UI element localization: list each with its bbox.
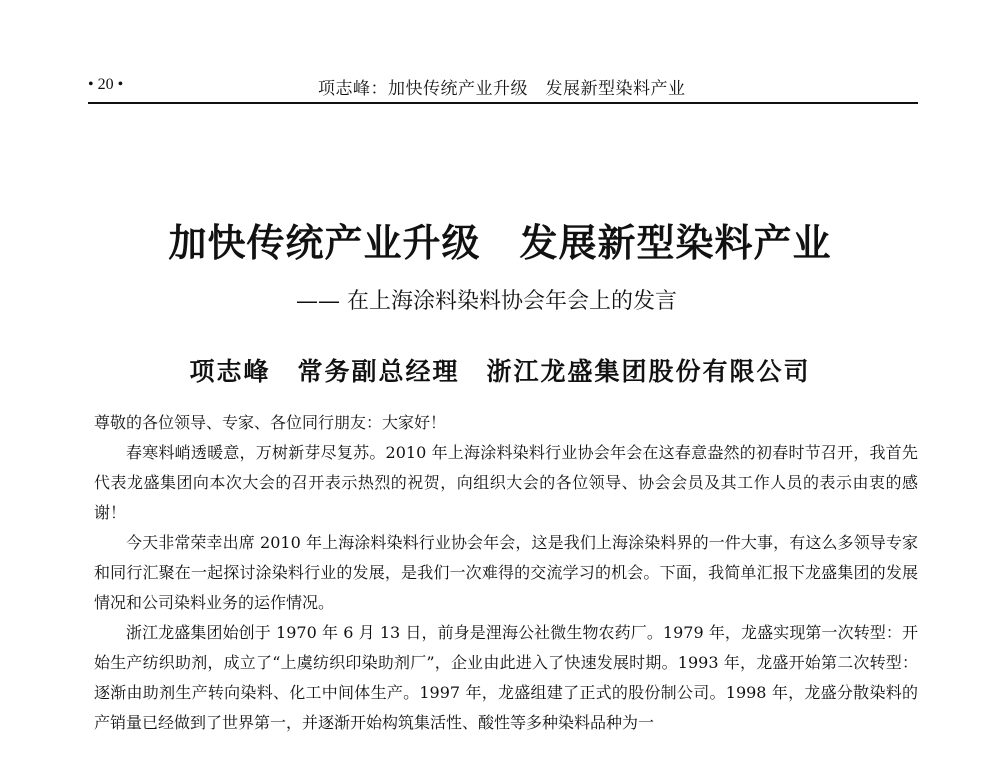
paragraph: 浙江龙盛集团始创于 1970 年 6 月 13 日，前身是浬海公社微生物农药厂。1979 年，龙盛实现第一次转型：开始生产纺织助剂，成立了“上虞纺织印染助剂厂”，企业由此进入了快速发展时期。1993 年，龙盛开始第二次转型：逐渐由助剂生产转向染料、化工中间体生产。1997 年，龙盛组建了正式的股份制公司。1998 年，龙盛分散染料的产销量已经做到了世界第一，并逐渐开始构筑集活性、酸性等多种染料品种为一 [94, 623, 918, 732]
paragraph: 今天非常荣幸出席 2010 年上海涂料染料行业协会年会，这是我们上海涂染料界的一件大事，有这么多领导专家和同行汇聚在一起探讨涂染料行业的发展，是我们一次难得的交流学习的机会。下面，我简单汇报下龙盛集团的发展情况和公司染料业务的运作情况。 [94, 533, 918, 612]
article-title: 加快传统产业升级 发展新型染料产业 [168, 221, 832, 265]
page-number: • 20 • [88, 76, 124, 93]
paragraph: 春寒料峭透暖意，万树新芽尽复苏。2010 年上海涂料染料行业协会年会在这春意盎然的初春时节召开，我首先代表龙盛集团向本次大会的召开表示热烈的祝贺，向组织大会的各位领导、协会会员及其工作人员的表示由衷的感谢！ [94, 443, 918, 522]
running-header [88, 72, 918, 104]
article-body [94, 408, 918, 738]
article-subtitle: —— 在上海涂料染料协会年会上的发言 [296, 289, 677, 314]
salutation: 尊敬的各位领导、专家、各位同行朋友：大家好！ [94, 413, 447, 432]
running-title: 项志峰：加快传统产业升级 发展新型染料产业 [318, 79, 686, 99]
author-byline: 项志峰 常务副总经理 浙江龙盛集团股份有限公司 [189, 357, 811, 386]
